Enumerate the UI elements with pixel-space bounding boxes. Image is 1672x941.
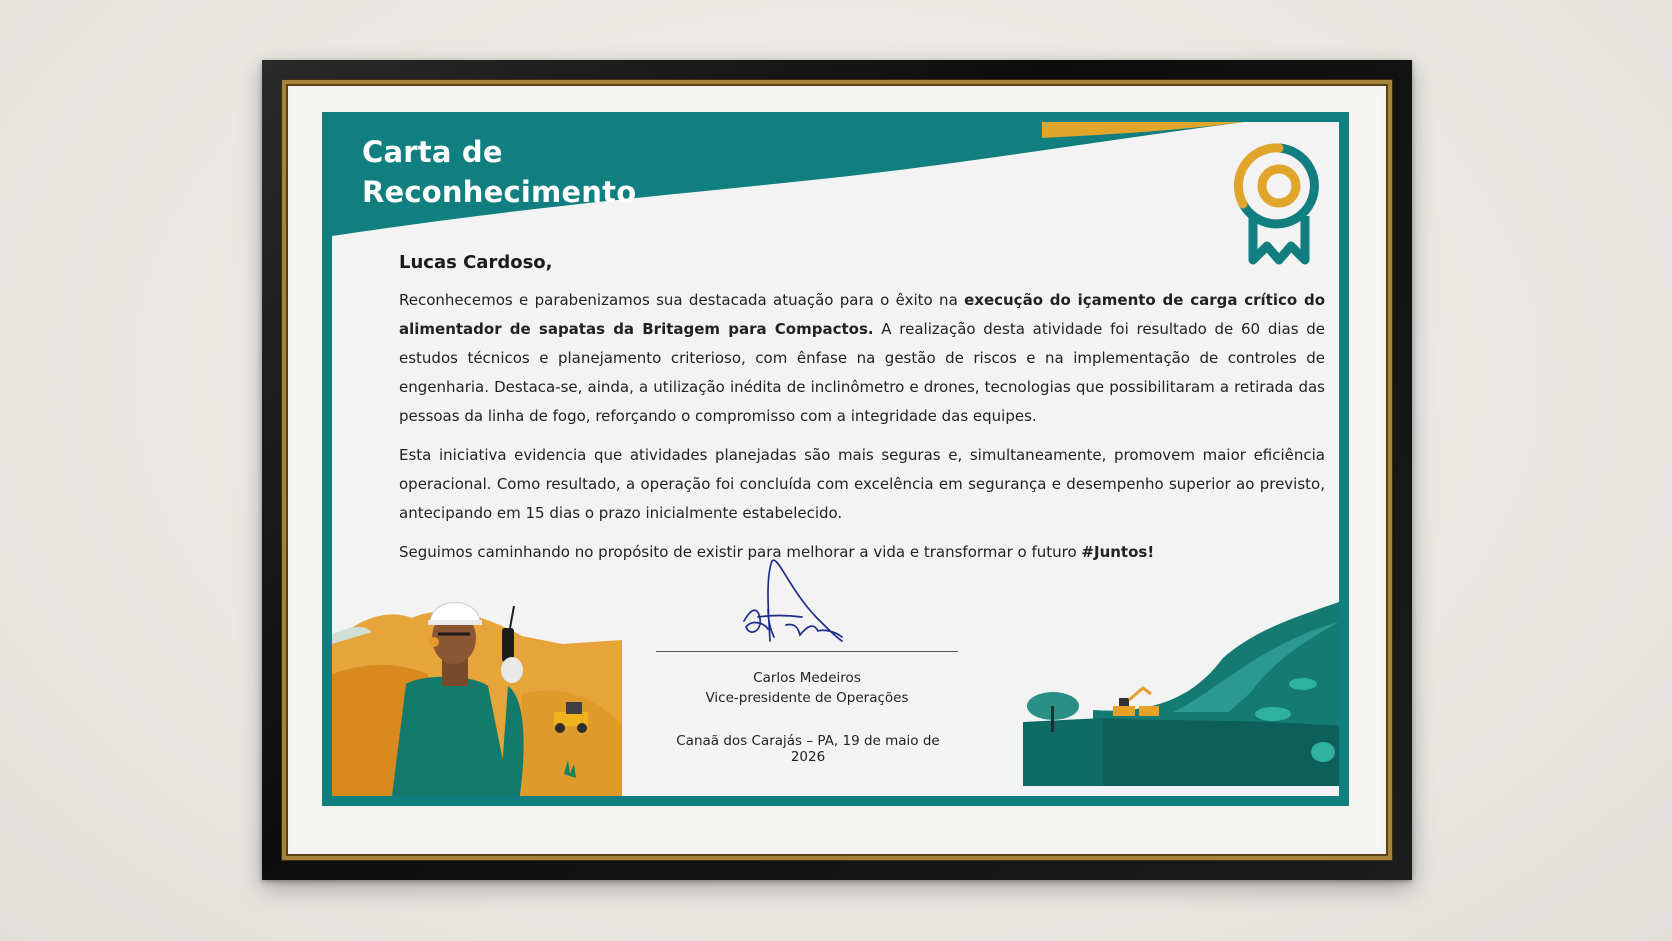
- recipient-greeting: Lucas Cardoso,: [399, 252, 553, 273]
- paragraph-3-hashtag: #Juntos!: [1081, 543, 1155, 561]
- title-line-2: Reconhecimento: [362, 175, 637, 209]
- paragraph-1: [399, 286, 1325, 431]
- signer-name: Carlos Medeiros: [753, 670, 861, 686]
- frame-gold-trim: [282, 80, 1392, 860]
- award-ribbon-icon: [1231, 142, 1327, 266]
- signature-mark: [738, 557, 848, 649]
- paragraph-1-rest: A realização desta atividade foi resultado de 60 dias de estudos técnicos e planejamento criterioso, com ênfase na gestão de riscos e na implementação de controles de engenharia. Destaca-se, ainda, a utilização inédita de inclinômetro e drones, tecnologias que possibilitaram a retirada das pessoas da linha de fogo, reforçando o compromisso com a integridade das equipes.: [399, 320, 1325, 425]
- paragraph-1-highlight: execução do içamento de carga crítico do alimentador de sapatas da Britagem para Compactos.: [399, 291, 1326, 338]
- signature-line: [656, 651, 958, 652]
- certificate-title: [362, 132, 636, 212]
- signature-block: [656, 557, 958, 706]
- mining-landscape-illustration: [1023, 602, 1339, 786]
- place-date: Canaã dos Carajás – PA, 19 de maio de 2026: [676, 733, 940, 765]
- frame-mat: [292, 90, 1382, 850]
- paragraph-1-intro: Reconhecemos e parabenizamos sua destacada atuação para o êxito na: [399, 291, 965, 309]
- signer-role: Vice-presidente de Operações: [705, 690, 909, 706]
- certificate-card: [322, 112, 1349, 806]
- paragraph-2: Esta iniciativa evidencia que atividades planejadas são mais seguras e, simultaneamente, promovem maior eficiência operacional. Como resultado, a operação foi concluída com excelência em segurança e desempenho superior ao previsto, antecipando em 15 dias o prazo inicialmente estabelecido.: [399, 446, 1325, 522]
- paragraph-3-text: Seguimos caminhando no propósito de existir para melhorar a vida e transformar o futuro: [399, 543, 1082, 561]
- picture-frame: [262, 60, 1412, 880]
- certificate-inner: [332, 122, 1339, 796]
- title-line-1: Carta de: [362, 135, 503, 169]
- letter-body: [399, 286, 1325, 577]
- worker-illustration: [332, 574, 622, 796]
